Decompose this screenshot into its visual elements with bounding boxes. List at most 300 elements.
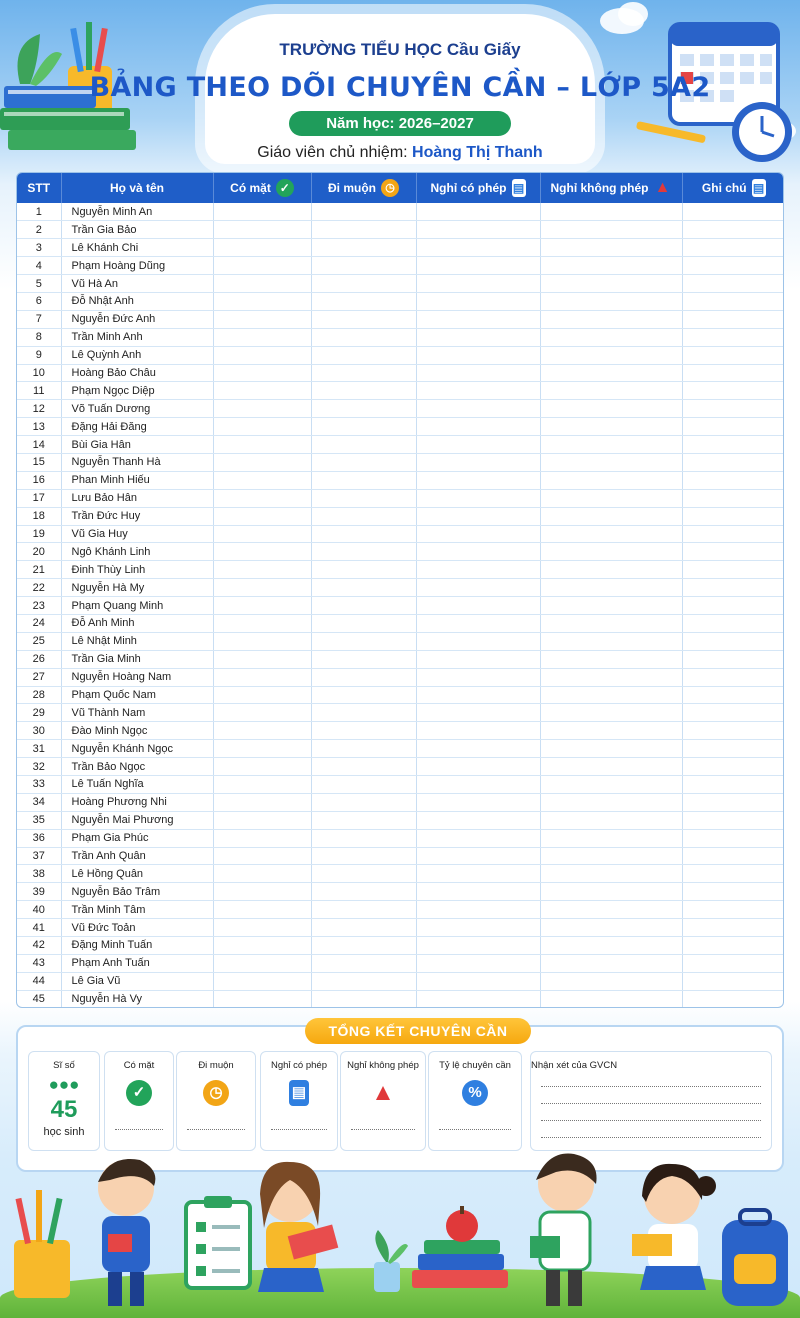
col-header-name: Họ và tên — [61, 173, 213, 203]
late-cell[interactable] — [311, 829, 416, 847]
student-name: Nguyễn Thanh Hà — [61, 453, 213, 471]
excused-cell[interactable] — [416, 614, 540, 632]
late-cell[interactable] — [311, 811, 416, 829]
late-cell[interactable] — [311, 418, 416, 436]
table-row — [17, 346, 784, 364]
late-cell[interactable] — [311, 436, 416, 454]
present-cell[interactable] — [213, 400, 311, 418]
excused-cell[interactable] — [416, 883, 540, 901]
comment-line[interactable] — [541, 1103, 761, 1104]
late-cell[interactable] — [311, 776, 416, 794]
unexcused-cell[interactable] — [540, 972, 682, 990]
present-cell[interactable] — [213, 919, 311, 937]
notes-cell[interactable] — [682, 561, 784, 579]
present-cell[interactable] — [213, 686, 311, 704]
unexcused-cell[interactable] — [540, 400, 682, 418]
unexcused-cell[interactable] — [540, 310, 682, 328]
notes-cell[interactable] — [682, 543, 784, 561]
present-cell[interactable] — [213, 543, 311, 561]
notes-cell[interactable] — [682, 722, 784, 740]
late-cell[interactable] — [311, 239, 416, 257]
unexcused-cell[interactable] — [540, 990, 682, 1008]
present-cell[interactable] — [213, 901, 311, 919]
unexcused-cell[interactable] — [540, 919, 682, 937]
unexcused-cell[interactable] — [540, 418, 682, 436]
unexcused-cell[interactable] — [540, 346, 682, 364]
present-cell[interactable] — [213, 310, 311, 328]
notes-cell[interactable] — [682, 972, 784, 990]
late-cell[interactable] — [311, 740, 416, 758]
present-cell[interactable] — [213, 668, 311, 686]
late-cell[interactable] — [311, 382, 416, 400]
excused-cell[interactable] — [416, 632, 540, 650]
row-number: 3 — [17, 239, 61, 257]
notes-cell[interactable] — [682, 614, 784, 632]
unexcused-cell[interactable] — [540, 954, 682, 972]
student-name: Lê Gia Vũ — [61, 972, 213, 990]
student-name: Hoàng Phương Nhi — [61, 793, 213, 811]
excused-cell[interactable] — [416, 400, 540, 418]
unexcused-cell[interactable] — [540, 597, 682, 615]
clock-icon: ◷ — [203, 1080, 229, 1106]
notes-cell[interactable] — [682, 793, 784, 811]
unexcused-cell[interactable] — [540, 364, 682, 382]
notes-cell[interactable] — [682, 436, 784, 454]
present-cell[interactable] — [213, 328, 311, 346]
excused-cell[interactable] — [416, 489, 540, 507]
unexcused-cell[interactable] — [540, 221, 682, 239]
notes-cell[interactable] — [682, 704, 784, 722]
unexcused-cell[interactable] — [540, 257, 682, 275]
late-cell[interactable] — [311, 453, 416, 471]
unexcused-cell[interactable] — [540, 489, 682, 507]
late-cell[interactable] — [311, 972, 416, 990]
table-row — [17, 632, 784, 650]
late-cell[interactable] — [311, 614, 416, 632]
present-summary-label: Có mặt — [123, 1060, 155, 1071]
late-cell[interactable] — [311, 937, 416, 955]
late-cell[interactable] — [311, 543, 416, 561]
unexcused-cell[interactable] — [540, 436, 682, 454]
excused-cell[interactable] — [416, 310, 540, 328]
table-row — [17, 650, 784, 668]
present-cell[interactable] — [213, 436, 311, 454]
notes-cell[interactable] — [682, 632, 784, 650]
notes-cell[interactable] — [682, 418, 784, 436]
present-cell[interactable] — [213, 722, 311, 740]
unexcused-cell[interactable] — [540, 382, 682, 400]
present-cell[interactable] — [213, 937, 311, 955]
late-cell[interactable] — [311, 919, 416, 937]
present-cell[interactable] — [213, 865, 311, 883]
excused-cell[interactable] — [416, 543, 540, 561]
unexcused-cell[interactable] — [540, 901, 682, 919]
table-row — [17, 883, 784, 901]
late-blank-line[interactable] — [187, 1129, 245, 1130]
late-cell[interactable] — [311, 346, 416, 364]
notes-cell[interactable] — [682, 597, 784, 615]
comment-line[interactable] — [541, 1137, 761, 1138]
notes-cell[interactable] — [682, 489, 784, 507]
unexcused-cell[interactable] — [540, 453, 682, 471]
notes-cell[interactable] — [682, 847, 784, 865]
check-icon: ✓ — [276, 179, 294, 197]
table-row — [17, 418, 784, 436]
notes-cell[interactable] — [682, 829, 784, 847]
comment-line[interactable] — [541, 1120, 761, 1121]
present-cell[interactable] — [213, 776, 311, 794]
row-number: 32 — [17, 758, 61, 776]
late-cell[interactable] — [311, 489, 416, 507]
notes-cell[interactable] — [682, 937, 784, 955]
excused-cell[interactable] — [416, 954, 540, 972]
excused-cell[interactable] — [416, 919, 540, 937]
present-cell[interactable] — [213, 704, 311, 722]
table-row — [17, 221, 784, 239]
unexcused-cell[interactable] — [540, 811, 682, 829]
unexcused-blank-line[interactable] — [351, 1129, 415, 1130]
notes-cell[interactable] — [682, 400, 784, 418]
notes-cell[interactable] — [682, 668, 784, 686]
notes-cell[interactable] — [682, 346, 784, 364]
unexcused-cell[interactable] — [540, 740, 682, 758]
notes-cell[interactable] — [682, 954, 784, 972]
notes-cell[interactable] — [682, 364, 784, 382]
present-cell[interactable] — [213, 650, 311, 668]
excused-cell[interactable] — [416, 257, 540, 275]
table-row — [17, 597, 784, 615]
excused-cell[interactable] — [416, 650, 540, 668]
row-number: 21 — [17, 561, 61, 579]
teacher-comment-card — [530, 1051, 772, 1151]
late-cell[interactable] — [311, 203, 416, 221]
student-name: Nguyễn Bảo Trâm — [61, 883, 213, 901]
unexcused-cell[interactable] — [540, 471, 682, 489]
excused-cell[interactable] — [416, 686, 540, 704]
row-number: 45 — [17, 990, 61, 1008]
table-row — [17, 292, 784, 310]
late-cell[interactable] — [311, 793, 416, 811]
unexcused-cell[interactable] — [540, 561, 682, 579]
excused-cell[interactable] — [416, 507, 540, 525]
late-cell[interactable] — [311, 275, 416, 293]
excused-cell[interactable] — [416, 847, 540, 865]
present-cell[interactable] — [213, 418, 311, 436]
excused-cell[interactable] — [416, 328, 540, 346]
unexcused-cell[interactable] — [540, 507, 682, 525]
present-cell[interactable] — [213, 597, 311, 615]
present-cell[interactable] — [213, 740, 311, 758]
present-cell[interactable] — [213, 883, 311, 901]
unexcused-cell[interactable] — [540, 722, 682, 740]
unexcused-cell[interactable] — [540, 632, 682, 650]
notes-cell[interactable] — [682, 740, 784, 758]
excused-cell[interactable] — [416, 382, 540, 400]
notes-cell[interactable] — [682, 257, 784, 275]
excused-summary-card — [260, 1051, 338, 1151]
present-cell[interactable] — [213, 489, 311, 507]
notes-cell[interactable] — [682, 203, 784, 221]
present-cell[interactable] — [213, 221, 311, 239]
row-number: 40 — [17, 901, 61, 919]
notes-cell[interactable] — [682, 686, 784, 704]
late-cell[interactable] — [311, 364, 416, 382]
present-cell[interactable] — [213, 382, 311, 400]
excused-cell[interactable] — [416, 292, 540, 310]
row-number: 5 — [17, 275, 61, 293]
table-row — [17, 257, 784, 275]
notes-cell[interactable] — [682, 758, 784, 776]
present-cell[interactable] — [213, 203, 311, 221]
present-cell[interactable] — [213, 364, 311, 382]
unexcused-cell[interactable] — [540, 292, 682, 310]
present-cell[interactable] — [213, 793, 311, 811]
late-cell[interactable] — [311, 954, 416, 972]
late-cell[interactable] — [311, 990, 416, 1008]
warning-icon: ▲ — [371, 1079, 395, 1106]
excused-cell[interactable] — [416, 221, 540, 239]
notes-cell[interactable] — [682, 221, 784, 239]
table-header-row — [17, 173, 784, 203]
late-cell[interactable] — [311, 507, 416, 525]
present-cell[interactable] — [213, 239, 311, 257]
row-number: 41 — [17, 919, 61, 937]
notes-cell[interactable] — [682, 239, 784, 257]
student-name: Phạm Hoàng Dũng — [61, 257, 213, 275]
row-number: 30 — [17, 722, 61, 740]
notes-cell[interactable] — [682, 525, 784, 543]
notes-cell[interactable] — [682, 811, 784, 829]
table-row — [17, 901, 784, 919]
table-row — [17, 489, 784, 507]
notes-cell[interactable] — [682, 507, 784, 525]
row-number: 1 — [17, 203, 61, 221]
excused-cell[interactable] — [416, 436, 540, 454]
notes-cell[interactable] — [682, 650, 784, 668]
unexcused-cell[interactable] — [540, 275, 682, 293]
present-cell[interactable] — [213, 561, 311, 579]
unexcused-cell[interactable] — [540, 579, 682, 597]
late-cell[interactable] — [311, 686, 416, 704]
late-cell[interactable] — [311, 328, 416, 346]
excused-cell[interactable] — [416, 579, 540, 597]
late-cell[interactable] — [311, 650, 416, 668]
present-cell[interactable] — [213, 829, 311, 847]
row-number: 24 — [17, 614, 61, 632]
row-number: 27 — [17, 668, 61, 686]
late-cell[interactable] — [311, 221, 416, 239]
notes-cell[interactable] — [682, 471, 784, 489]
table-row — [17, 740, 784, 758]
present-cell[interactable] — [213, 292, 311, 310]
excused-cell[interactable] — [416, 525, 540, 543]
unexcused-cell[interactable] — [540, 668, 682, 686]
late-cell[interactable] — [311, 722, 416, 740]
present-cell[interactable] — [213, 579, 311, 597]
excused-cell[interactable] — [416, 829, 540, 847]
excused-blank-line[interactable] — [271, 1129, 327, 1130]
late-cell[interactable] — [311, 310, 416, 328]
student-name: Vũ Đức Toản — [61, 919, 213, 937]
table-row — [17, 507, 784, 525]
excused-cell[interactable] — [416, 418, 540, 436]
excused-summary-label: Nghỉ có phép — [271, 1060, 327, 1071]
row-number: 4 — [17, 257, 61, 275]
present-cell[interactable] — [213, 954, 311, 972]
excused-cell[interactable] — [416, 722, 540, 740]
table-row — [17, 793, 784, 811]
table-row — [17, 239, 784, 257]
notes-cell[interactable] — [682, 865, 784, 883]
table-row — [17, 704, 784, 722]
row-number: 9 — [17, 346, 61, 364]
excused-cell[interactable] — [416, 758, 540, 776]
unexcused-cell[interactable] — [540, 686, 682, 704]
unexcused-cell[interactable] — [540, 758, 682, 776]
row-number: 8 — [17, 328, 61, 346]
excused-cell[interactable] — [416, 453, 540, 471]
notes-cell[interactable] — [682, 901, 784, 919]
table-row — [17, 686, 784, 704]
unexcused-cell[interactable] — [540, 203, 682, 221]
excused-cell[interactable] — [416, 597, 540, 615]
notes-cell[interactable] — [682, 310, 784, 328]
excused-cell[interactable] — [416, 275, 540, 293]
row-number: 44 — [17, 972, 61, 990]
student-name: Đỗ Nhật Anh — [61, 292, 213, 310]
excused-cell[interactable] — [416, 471, 540, 489]
excused-cell[interactable] — [416, 668, 540, 686]
row-number: 31 — [17, 740, 61, 758]
notes-cell[interactable] — [682, 579, 784, 597]
clock-icon: ◷ — [381, 179, 399, 197]
notes-cell[interactable] — [682, 453, 784, 471]
notes-cell[interactable] — [682, 990, 784, 1008]
excused-cell[interactable] — [416, 776, 540, 794]
summary-title: TỔNG KẾT CHUYÊN CẦN — [305, 1018, 531, 1044]
excused-cell[interactable] — [416, 346, 540, 364]
late-cell[interactable] — [311, 758, 416, 776]
late-cell[interactable] — [311, 561, 416, 579]
present-cell[interactable] — [213, 346, 311, 364]
excused-cell[interactable] — [416, 972, 540, 990]
present-cell[interactable] — [213, 471, 311, 489]
excused-cell[interactable] — [416, 740, 540, 758]
notes-cell[interactable] — [682, 328, 784, 346]
present-cell[interactable] — [213, 758, 311, 776]
unexcused-cell[interactable] — [540, 883, 682, 901]
unexcused-cell[interactable] — [540, 793, 682, 811]
late-cell[interactable] — [311, 865, 416, 883]
comment-line[interactable] — [541, 1086, 761, 1087]
present-cell[interactable] — [213, 507, 311, 525]
present-cell[interactable] — [213, 990, 311, 1008]
late-cell[interactable] — [311, 579, 416, 597]
unexcused-cell[interactable] — [540, 328, 682, 346]
excused-cell[interactable] — [416, 937, 540, 955]
present-cell[interactable] — [213, 847, 311, 865]
late-cell[interactable] — [311, 471, 416, 489]
unexcused-cell[interactable] — [540, 239, 682, 257]
late-cell[interactable] — [311, 597, 416, 615]
late-cell[interactable] — [311, 901, 416, 919]
late-cell[interactable] — [311, 257, 416, 275]
excused-cell[interactable] — [416, 203, 540, 221]
table-row — [17, 453, 784, 471]
unexcused-cell[interactable] — [540, 829, 682, 847]
class-size-value: 45 — [50, 1096, 78, 1123]
present-cell[interactable] — [213, 275, 311, 293]
unexcused-cell[interactable] — [540, 650, 682, 668]
unexcused-cell[interactable] — [540, 525, 682, 543]
rate-blank-line[interactable] — [439, 1129, 511, 1130]
notes-cell[interactable] — [682, 776, 784, 794]
excused-cell[interactable] — [416, 704, 540, 722]
student-name: Lê Quỳnh Anh — [61, 346, 213, 364]
excused-cell[interactable] — [416, 364, 540, 382]
present-cell[interactable] — [213, 632, 311, 650]
excused-cell[interactable] — [416, 793, 540, 811]
present-cell[interactable] — [213, 811, 311, 829]
row-number: 35 — [17, 811, 61, 829]
present-cell[interactable] — [213, 525, 311, 543]
late-summary-card — [176, 1051, 256, 1151]
late-cell[interactable] — [311, 847, 416, 865]
student-name: Nguyễn Khánh Ngọc — [61, 740, 213, 758]
late-cell[interactable] — [311, 525, 416, 543]
unexcused-cell[interactable] — [540, 543, 682, 561]
unexcused-cell[interactable] — [540, 704, 682, 722]
excused-cell[interactable] — [416, 811, 540, 829]
note-icon: ▤ — [752, 181, 765, 195]
student-name: Đỗ Anh Minh — [61, 614, 213, 632]
present-cell[interactable] — [213, 614, 311, 632]
row-number: 15 — [17, 453, 61, 471]
row-number: 28 — [17, 686, 61, 704]
present-cell[interactable] — [213, 453, 311, 471]
notes-cell[interactable] — [682, 275, 784, 293]
student-name: Đặng Minh Tuấn — [61, 937, 213, 955]
notes-cell[interactable] — [682, 883, 784, 901]
late-cell[interactable] — [311, 632, 416, 650]
unexcused-cell[interactable] — [540, 847, 682, 865]
excused-cell[interactable] — [416, 239, 540, 257]
present-cell[interactable] — [213, 972, 311, 990]
student-name: Trần Anh Quân — [61, 847, 213, 865]
late-cell[interactable] — [311, 883, 416, 901]
excused-cell[interactable] — [416, 990, 540, 1008]
row-number: 38 — [17, 865, 61, 883]
late-cell[interactable] — [311, 668, 416, 686]
row-number: 23 — [17, 597, 61, 615]
present-cell[interactable] — [213, 257, 311, 275]
row-number: 42 — [17, 937, 61, 955]
late-cell[interactable] — [311, 704, 416, 722]
present-blank-line[interactable] — [115, 1129, 163, 1130]
notes-cell[interactable] — [682, 292, 784, 310]
late-cell[interactable] — [311, 400, 416, 418]
excused-cell[interactable] — [416, 865, 540, 883]
unexcused-cell[interactable] — [540, 614, 682, 632]
unexcused-cell[interactable] — [540, 865, 682, 883]
late-cell[interactable] — [311, 292, 416, 310]
notes-cell[interactable] — [682, 919, 784, 937]
unexcused-cell[interactable] — [540, 937, 682, 955]
excused-cell[interactable] — [416, 561, 540, 579]
unexcused-cell[interactable] — [540, 776, 682, 794]
notes-cell[interactable] — [682, 382, 784, 400]
excused-cell[interactable] — [416, 901, 540, 919]
